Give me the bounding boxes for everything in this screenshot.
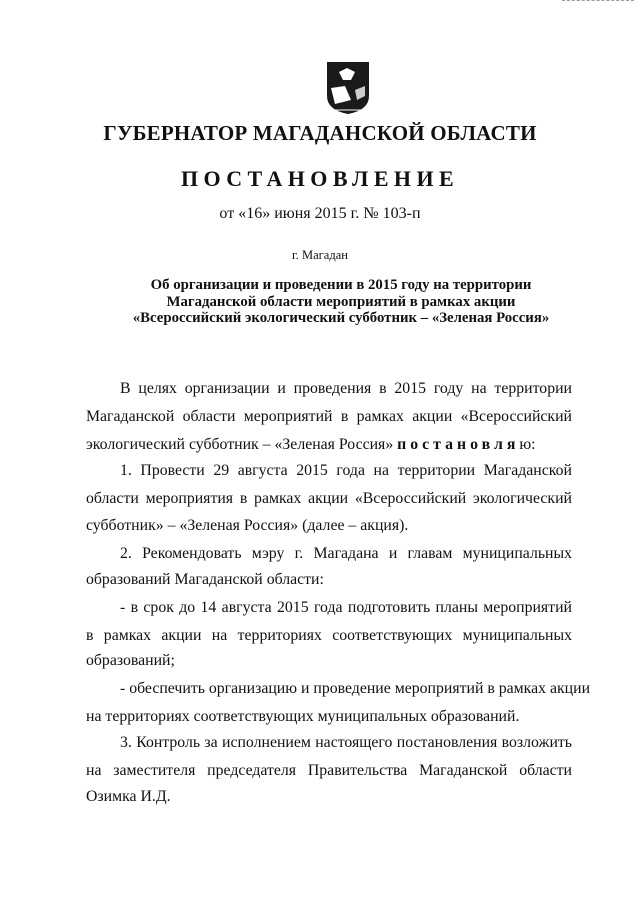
governor-heading: ГУБЕРНАТОР МАГАДАНСКОЙ ОБЛАСТИ	[103, 121, 537, 145]
body-line: 3. Контроль за исполнением настоящего постановления возложить	[120, 734, 572, 751]
body-line: образований;	[86, 652, 175, 669]
body-line: в рамках акции на территориях соответствующих муниципальных	[86, 627, 572, 644]
body-line: субботник» – «Зеленая Россия» (далее – акция).	[86, 517, 409, 534]
document-date-number: от «16» июня 2015 г. № 103-п	[219, 205, 421, 222]
body-text: экологический субботник – «Зеленая Россия»	[86, 436, 398, 453]
body-line: образований Магаданской области:	[86, 571, 324, 588]
body-line: 1. Провести 29 августа 2015 года на территории Магаданской	[120, 462, 572, 479]
body-line: Магаданской области мероприятий в рамках акции «Всероссийский	[86, 408, 572, 425]
subject-line: Магаданской области мероприятий в рамках акции	[166, 293, 516, 310]
body-line	[86, 435, 536, 455]
subject-line: Об организации и проведении в 2015 году на территории	[150, 277, 532, 293]
body-line: - в срок до 14 августа 2015 года подготовить планы мероприятий	[120, 599, 572, 616]
document-city: г. Магадан	[292, 248, 348, 262]
body-line: на территориях соответствующих муниципальных образований.	[86, 708, 520, 725]
document-type-heading: ПОСТАНОВЛЕНИЕ	[180, 166, 460, 191]
resolve-word: постановля	[397, 436, 520, 453]
body-line: на заместителя председателя Правительства Магаданской области	[86, 762, 572, 779]
body-line: Озимка И.Д.	[86, 788, 171, 805]
body-line: В целях организации и проведения в 2015 году на территории	[120, 380, 572, 397]
body-line: - обеспечить организацию и проведение мероприятий в рамках акции	[120, 680, 591, 697]
subject-line: «Всероссийский экологический субботник – «Зеленая Россия»	[132, 310, 550, 326]
body-text: ю:	[519, 436, 536, 453]
body-line: области мероприятия в рамках акции «Всероссийский экологический	[86, 490, 572, 507]
body-line: 2. Рекомендовать мэру г. Магадана и главам муниципальных	[120, 545, 572, 562]
